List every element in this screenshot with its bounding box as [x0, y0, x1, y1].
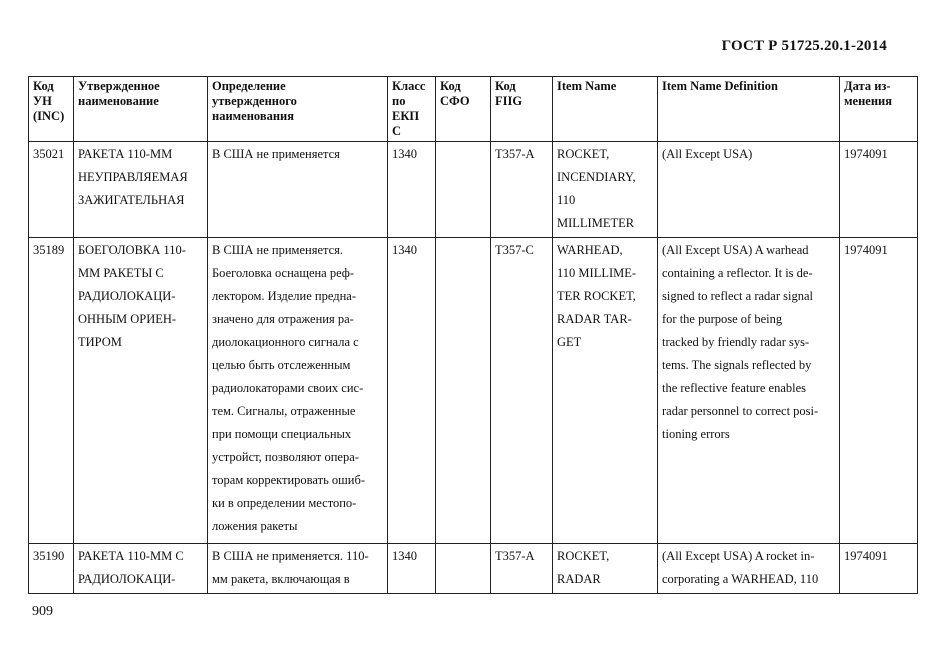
cell-class: 1340	[388, 238, 436, 544]
cell-name-definition: В США не применяется	[208, 142, 388, 238]
cell-change-date: 1974091	[840, 544, 918, 594]
col-header-sfo-code: Код СФО	[436, 77, 491, 142]
cell-inc-code: 35189	[29, 238, 74, 544]
table-row	[29, 544, 918, 594]
cell-item-name-definition: (All Except USA) A rocket in- corporating a WARHEAD, 110	[658, 544, 840, 594]
cell-class: 1340	[388, 142, 436, 238]
cell-sfo-code	[436, 142, 491, 238]
cell-item-name: ROCKET, INCENDIARY, 110 MILLIMETER	[553, 142, 658, 238]
cell-item-name: WARHEAD, 110 MILLIME- TER ROCKET, RADAR TAR- GET	[553, 238, 658, 544]
cell-name-definition: В США не применяется. 110- мм ракета, включающая в	[208, 544, 388, 594]
cell-sfo-code	[436, 238, 491, 544]
cell-inc-code: 35190	[29, 544, 74, 594]
cell-name-definition: В США не применяется. Боеголовка оснащена реф- лектором. Изделие предна- значено для отражения ра- диолокационного сигнала с целью быть отслеженным радиолокаторами своих сис- тем. Сигналы, отраженные при помощи специальных устройст, позволяют опера- торам корректировать ошиб- ки в определении местопо- ложения ракеты	[208, 238, 388, 544]
cell-change-date: 1974091	[840, 142, 918, 238]
cell-item-name: ROCKET, RADAR	[553, 544, 658, 594]
cell-fiig-code: Т357-А	[491, 544, 553, 594]
nomenclature-table	[28, 76, 918, 594]
table-header-row	[29, 77, 918, 142]
cell-inc-code: 35021	[29, 142, 74, 238]
cell-item-name-definition: (All Except USA) A warhead containing a reflector. It is de- signed to reflect a radar signal for the purpose of being tracked by friendly radar sys- tems. The signals reflected by the reflective feature enables radar personnel to correct posi- tioning errors	[658, 238, 840, 544]
col-header-fiig-code: Код FIIG	[491, 77, 553, 142]
col-header-approved-name: Утвержденное наименование	[74, 77, 208, 142]
cell-approved-name: РАКЕТА 110-ММ С РАДИОЛОКАЦИ-	[74, 544, 208, 594]
col-header-inc-code: Код УН (INC)	[29, 77, 74, 142]
cell-class: 1340	[388, 544, 436, 594]
col-header-name-definition: Определение утвержденного наименования	[208, 77, 388, 142]
table-row	[29, 238, 918, 544]
cell-fiig-code: Т357-С	[491, 238, 553, 544]
table-row	[29, 142, 918, 238]
col-header-item-name-definition: Item Name Definition	[658, 77, 840, 142]
page-number: 909	[32, 604, 53, 619]
cell-change-date: 1974091	[840, 238, 918, 544]
cell-approved-name: РАКЕТА 110-ММ НЕУПРАВЛЯЕМАЯ ЗАЖИГАТЕЛЬНАЯ	[74, 142, 208, 238]
cell-approved-name: БОЕГОЛОВКА 110- ММ РАКЕТЫ С РАДИОЛОКАЦИ- ОННЫМ ОРИЕН- ТИРОМ	[74, 238, 208, 544]
col-header-item-name: Item Name	[553, 77, 658, 142]
cell-item-name-definition: (All Except USA)	[658, 142, 840, 238]
col-header-change-date: Дата из- менения	[840, 77, 918, 142]
document-standard-code: ГОСТ Р 51725.20.1-2014	[721, 38, 887, 54]
cell-sfo-code	[436, 544, 491, 594]
cell-fiig-code: Т357-А	[491, 142, 553, 238]
col-header-class: Класс по ЕКП С	[388, 77, 436, 142]
